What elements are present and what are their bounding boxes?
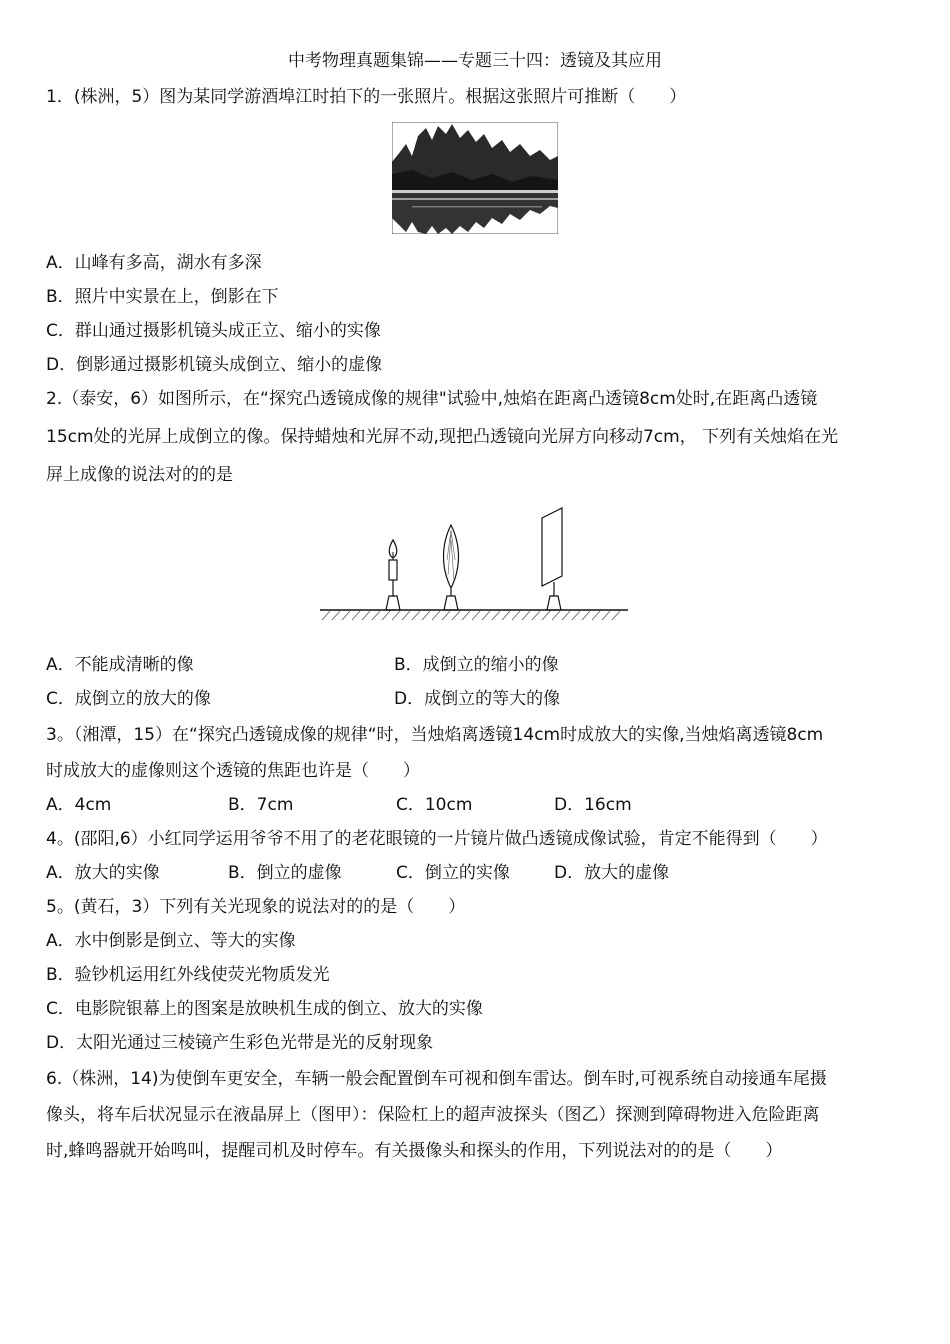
question-2-option-b: B．成倒立的缩小的像 [394,655,559,675]
question-5-option-b: B．验钞机运用红外线使荧光物质发光 [46,965,330,985]
question-5-option-c: C．电影院银幕上的图案是放映机生成的倒立、放大的实像 [46,999,483,1019]
question-4-option-b: B．倒立的虚像 [228,863,342,883]
bench-surface [320,610,628,620]
question-5-option-a: A．水中倒影是倒立、等大的实像 [46,931,296,951]
question-2-option-c: C．成倒立的放大的像 [46,689,211,709]
question-4-option-c: C．倒立的实像 [396,863,510,883]
question-4-option-d: D．放大的虚像 [554,863,670,883]
question-2-stem-line-1: 2.（泰安，6）如图所示，在“探究凸透镜成像的规律"试验中,烛焰在距离凸透镜8cm处时,在距离凸透镜 [46,389,818,409]
question-2-stem-line-3: 屏上成像的说法对的的是 [46,465,233,485]
question-3-stem-line-2: 时成放大的虚像则这个透镜的焦距也许是（ ） [46,761,420,781]
question-6-stem-line-3: 时,蜂鸣器就开始鸣叫，提醒司机及时停车。有关摄像头和探头的作用，下列说法对的的是（ ） [46,1141,783,1161]
question-1-stem: 1．(株洲，5）图为某同学游酒埠江时拍下的一张照片。根据这张照片可推断（ ） [46,87,687,107]
question-5-option-d: D．太阳光通过三棱镜产生彩色光带是光的反射现象 [46,1033,434,1053]
question-1-option-a: A．山峰有多高，湖水有多深 [46,253,262,273]
question-3-stem-line-1: 3。（湘潭，15）在“探究凸透镜成像的规律“时，当烛焰离透镜14cm时成放大的实像,当烛焰离透镜8cm [46,725,824,745]
question-3-option-c: C．10cm [396,795,473,815]
optical-bench-diagram [318,500,630,626]
page-title: 中考物理真题集锦——专题三十四：透镜及其应用 [288,51,662,71]
lake-photo [392,122,558,234]
question-4-option-a: A．放大的实像 [46,863,160,883]
question-3-option-a: A．4cm [46,795,112,815]
light-screen [542,508,562,610]
question-3-option-d: D．16cm [554,795,632,815]
convex-lens [444,525,459,610]
question-2-stem-line-2: 15cm处的光屏上成倒立的像。保持蜡烛和光屏不动,现把凸透镜向光屏方向移动7cm， 下列有关烛焰在光 [46,427,839,447]
question-6-stem-line-2: 像头，将车后状况显示在液晶屏上（图甲）：保险杠上的超声波探头（图乙）探测到障碍物进入危险距离 [46,1105,820,1125]
question-1-option-c: C．群山通过摄影机镜头成正立、缩小的实像 [46,321,381,341]
question-6-stem-line-1: 6.（株洲，14)为使倒车更安全，车辆一般会配置倒车可视和倒车雷达。倒车时,可视系统自动接通车尾摄 [46,1069,827,1089]
question-5-stem: 5。(黄石，3）下列有关光现象的说法对的的是（ ） [46,897,466,917]
question-1-option-b: B．照片中实景在上，倒影在下 [46,287,279,307]
question-1-option-d: D．倒影通过摄影机镜头成倒立、缩小的虚像 [46,355,383,375]
question-3-option-b: B．7cm [228,795,294,815]
question-2-option-a: A．不能成清晰的像 [46,655,194,675]
question-4-stem: 4。(邵阳,6）小红同学运用爷爷不用了的老花眼镜的一片镜片做凸透镜成像试验，肯定不能得到（ ） [46,829,828,849]
candle [386,540,400,610]
question-2-option-d: D．成倒立的等大的像 [394,689,561,709]
